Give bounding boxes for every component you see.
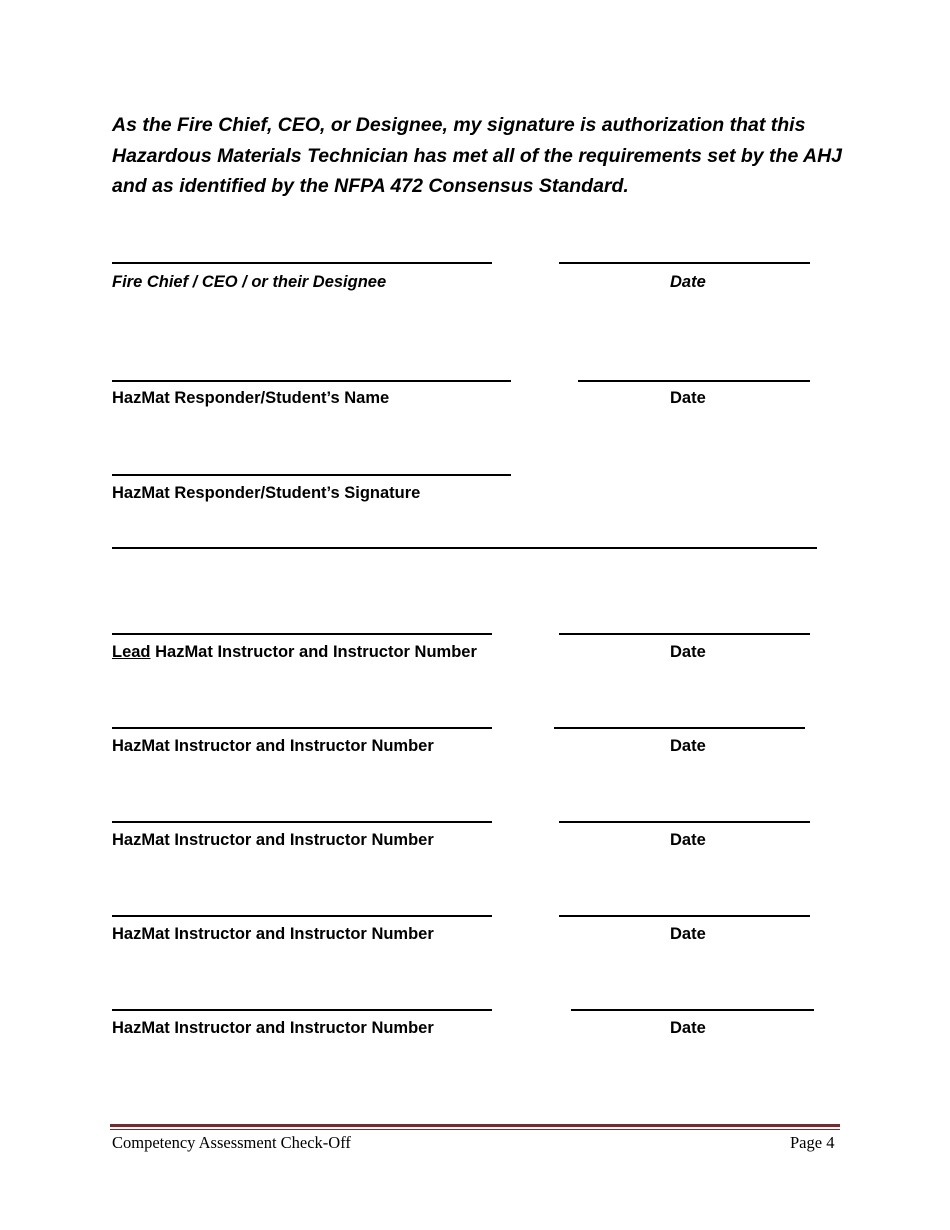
footer-rule-thin: [110, 1129, 840, 1130]
section-divider: [112, 547, 817, 549]
instructor-line[interactable]: [112, 821, 492, 823]
student-date-line[interactable]: [578, 380, 810, 382]
instructor-date-line[interactable]: [571, 1009, 814, 1011]
instructor-date-label: Date: [670, 831, 706, 849]
student-signature-line[interactable]: [112, 474, 511, 476]
lead-instructor-date-label: Date: [670, 643, 706, 661]
student-name-line[interactable]: [112, 380, 511, 382]
instructor-label: HazMat Instructor and Instructor Number: [112, 831, 434, 849]
authorization-statement: As the Fire Chief, CEO, or Designee, my signature is authorization that this Hazardous Materials Technician has met all of the requirements set by the AHJ and as identified by the NFPA 472 Consensus Standard.: [112, 114, 843, 197]
instructor-date-label: Date: [670, 737, 706, 755]
instructor-label: HazMat Instructor and Instructor Number: [112, 1019, 434, 1037]
instructor-date-label: Date: [670, 925, 706, 943]
chief-signer-label: Fire Chief / CEO / or their Designee: [112, 273, 387, 291]
lead-instructor-label-rest: HazMat Instructor and Instructor Number: [150, 643, 477, 661]
lead-word: Lead: [112, 643, 151, 661]
student-signature-label: HazMat Responder/Student’s Signature: [112, 484, 421, 502]
lead-instructor-line[interactable]: [112, 633, 492, 635]
lead-instructor-date-line[interactable]: [559, 633, 810, 635]
chief-signature-line[interactable]: [112, 262, 492, 264]
student-date-label: Date: [670, 389, 706, 407]
instructor-date-line[interactable]: [559, 821, 810, 823]
instructor-line[interactable]: [112, 727, 492, 729]
instructor-label: HazMat Instructor and Instructor Number: [112, 737, 434, 755]
instructor-date-label: Date: [670, 1019, 706, 1037]
instructor-line[interactable]: [112, 915, 492, 917]
instructor-date-line[interactable]: [554, 727, 805, 729]
instructor-label: HazMat Instructor and Instructor Number: [112, 925, 434, 943]
instructor-line[interactable]: [112, 1009, 492, 1011]
footer-title: Competency Assessment Check-Off: [112, 1133, 351, 1152]
footer-rule-thick: [110, 1124, 840, 1127]
footer-page-number: Page 4: [790, 1133, 835, 1152]
student-name-label: HazMat Responder/Student’s Name: [112, 389, 390, 407]
chief-date-line[interactable]: [559, 262, 810, 264]
instructor-date-line[interactable]: [559, 915, 810, 917]
lead-instructor-label: [112, 642, 477, 662]
chief-date-label: Date: [670, 273, 706, 291]
